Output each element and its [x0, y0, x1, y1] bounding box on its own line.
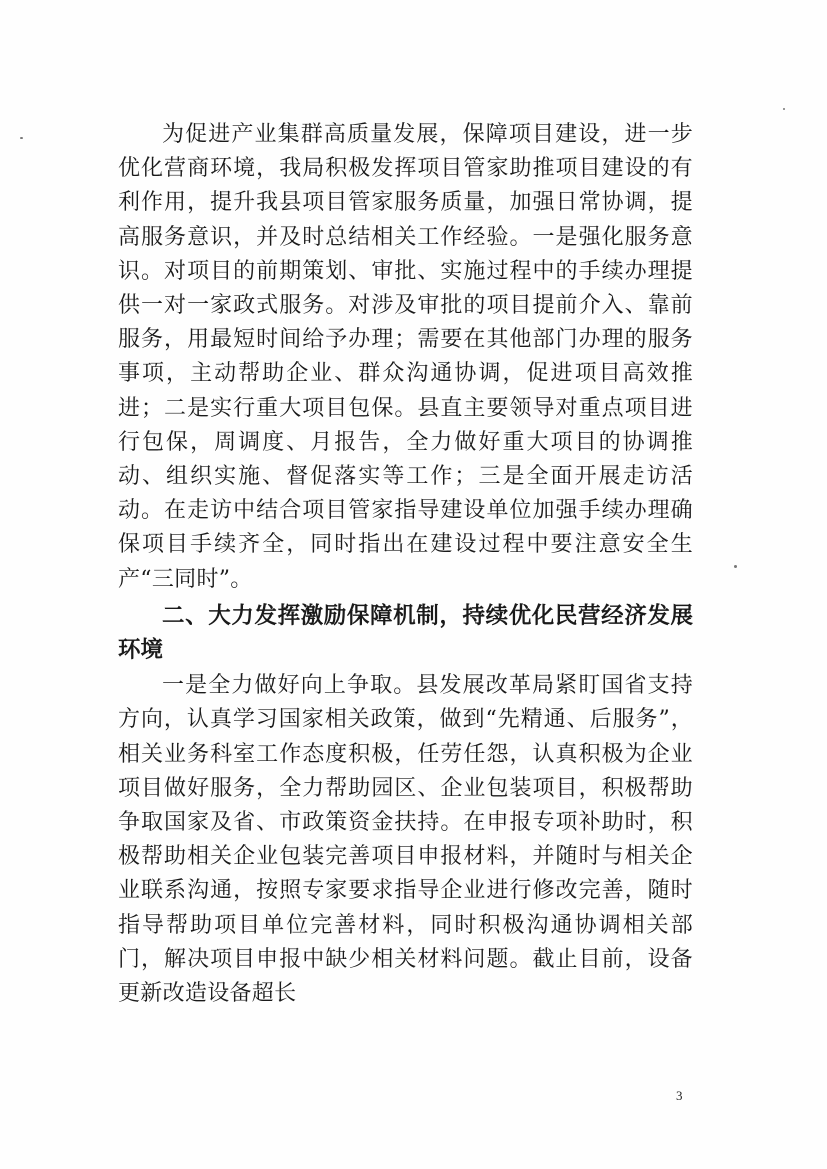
page-number: 3 — [676, 1088, 683, 1103]
document-body — [118, 118, 693, 1011]
scan-speck — [20, 137, 23, 139]
body-paragraph-1: 为促进产业集群高质量发展，保障项目建设，进一步优化营商环境，我局积极发挥项目管家助推项目建设的有利作用，提升我县项目管家服务质量，加强日常协调，提高服务意识，并及时总结相关工作经验。一是强化服务意识。对项目的前期策划、审批、实施过程中的手续办理提供一对一家政式服务。对涉及审批的项目提前介入、靠前服务，用最短时间给予办理；需要在其他部门办理的服务事项，主动帮助企业、群众沟通协调，促进项目高效推进；二是实行重大项目包保。县直主要领导对重点项目进行包保，周调度、月报告，全力做好重大项目的协调推动、组织实施、督促落实等工作；三是全面开展走访活动。在走访中结合项目管家指导建设单位加强手续办理确保项目手续齐全，同时指出在建设过程中要注意安全生产“三同时”。 — [118, 122, 693, 592]
section-heading-2: 二、大力发挥激励保障机制，持续优化民营经济发展环境 — [118, 602, 693, 664]
scan-speck — [783, 108, 785, 110]
scan-speck — [734, 565, 737, 568]
body-paragraph-2: 一是全力做好向上争取。县发展改革局紧盯国省支持方向，认真学习国家相关政策，做到“先精通、后服务”，相关业务科室工作态度积极，任劳任怨，认真积极为企业项目做好服务，全力帮助园区、企业包装项目，积极帮助争取国家及省、市政策资金扶持。在申报专项补助时，积极帮助相关企业包装完善项目申报材料，并随时与相关企业联系沟通，按照专家要求指导企业进行修改完善，随时指导帮助项目单位完善材料，同时积极沟通协调相关部门，解决项目申报中缺少相关材料问题。截止目前，设备更新改造设备超长 — [118, 673, 693, 1007]
